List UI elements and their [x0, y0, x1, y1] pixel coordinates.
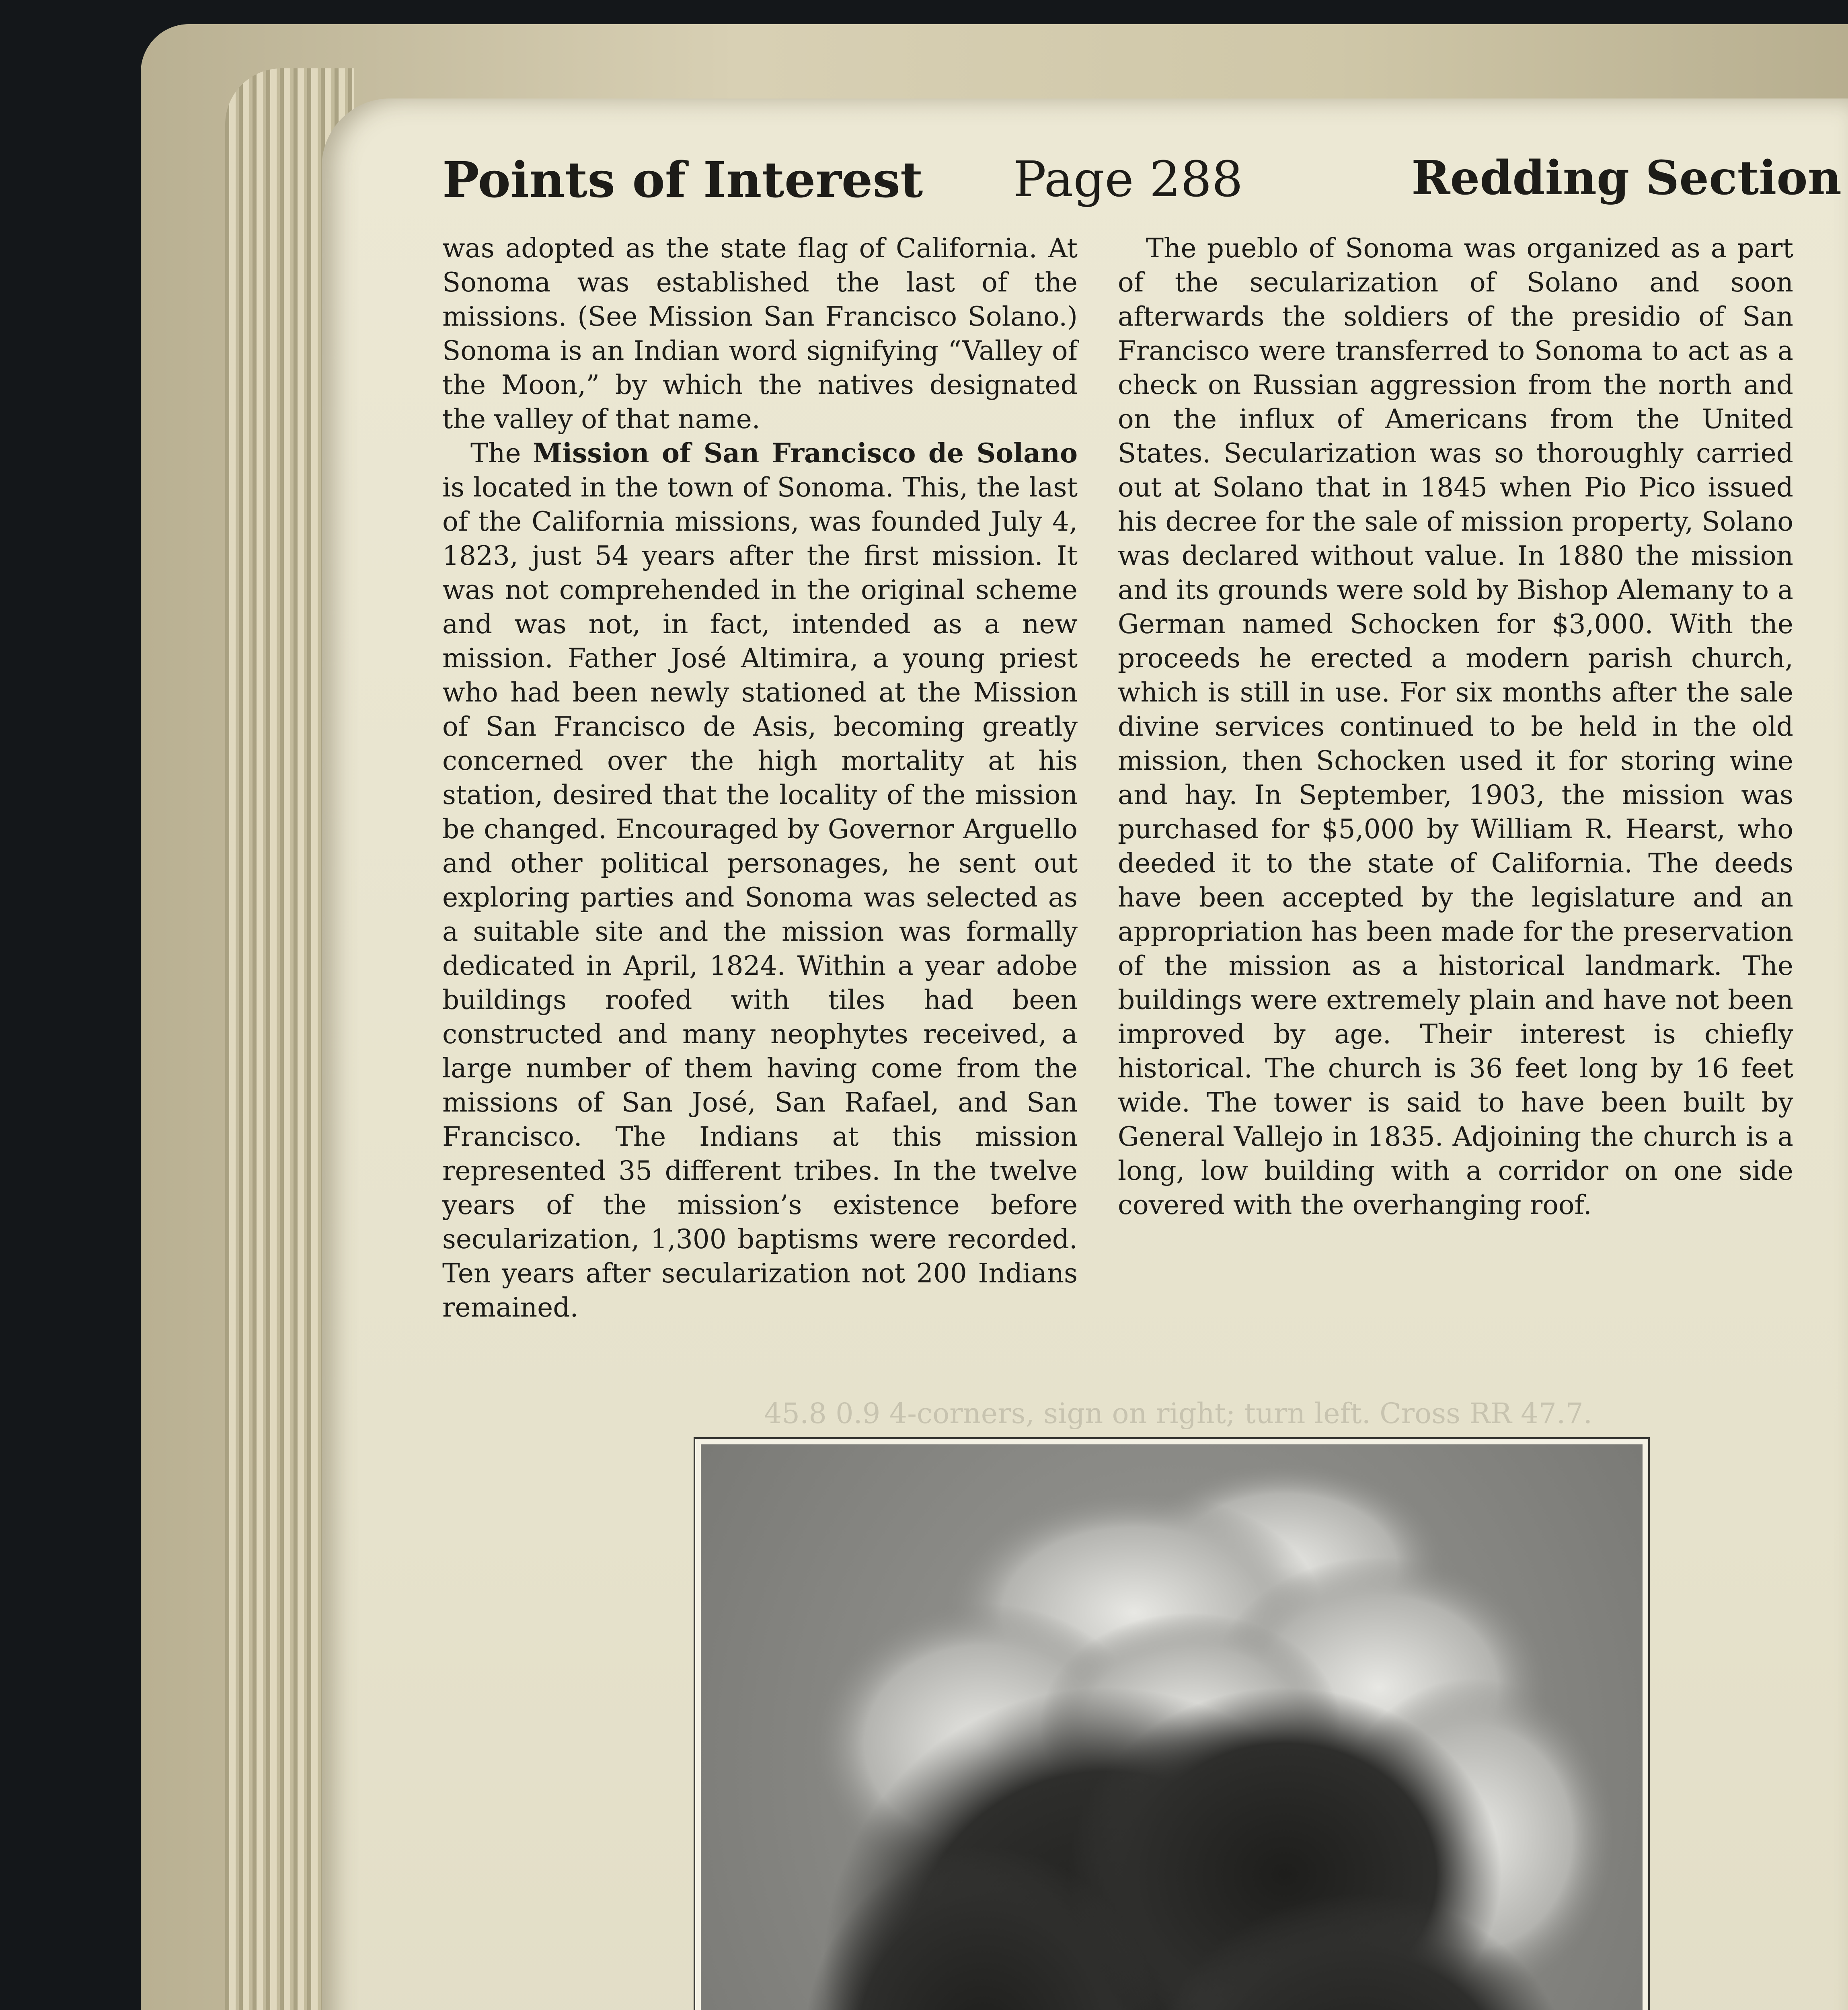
eruption-photo	[701, 1444, 1643, 2010]
section-name: Redding Section	[1411, 151, 1842, 205]
mission-name: Mission of San Francisco de Solano	[533, 437, 1078, 469]
left-column	[442, 231, 1078, 1325]
page-header	[442, 151, 1842, 223]
section-title: Points of Interest	[442, 151, 923, 209]
photo-frame	[694, 1437, 1650, 2010]
paragraph: The Mission of San Francisco de Solano is located in the town of Sonoma. This, the last of the California missions, was founded July 4, 1823, just 54 years after the first mission. It was not comprehended in the original scheme and was not, in fact, intended as a new mission. Father José Altimira, a young priest who had been newly stationed at the Mission of San Francisco de Asis, becoming greatly concerned over the high mortality at his station, desired that the locality of the mission be changed. Encouraged by Governor Arguello and other political personages, he sent out exploring parties and Sonoma was selected as a suitable site and the mission was formally dedicated in April, 1824. Within a year adobe buildings roofed with tiles had been constructed and many neophytes received, a large number of them having come from the missions of San José, San Rafael, and San Francisco. The Indians at this mission represented 35 different tribes. In the twelve years of the mission’s existence before secularization, 1,300 baptisms were recorded. Ten years after secularization not 200 Indians remained.	[442, 437, 1078, 1323]
paragraph: The pueblo of Sonoma was organized as a part of the secularization of Solano and soon afterwards the soldiers of the presidio of San Francisco were transferred to Sonoma to act as a check on Russian aggression from the north and on the influx of Americans from the United States. Secularization was so thoroughly carried out at Solano that in 1845 when Pio Pico issued his decree for the sale of mission property, Solano was declared without value. In 1880 the mission and its grounds were sold by Bishop Alemany to a German named Schocken for $3,000. With the proceeds he erected a modern parish church, which is still in use. For six months after the sale divine services continued to be held in the old mission, then Schocken used it for storing wine and hay. In September, 1903, the mission was purchased for $5,000 by William R. Hearst, who deeded it to the state of California. The deeds have been accepted by the legislature and an appropriation has been made for the preservation of the mission as a historical landmark. The buildings were extremely plain and have not been improved by age. Their interest is chiefly historical. The church is 36 feet long by 16 feet wide. The tower is said to have been built by General Vallejo in 1835. Adjoining the church is a long, low building with a corridor on one side covered with the overhanging roof.	[1118, 233, 1793, 1220]
paragraph: was adopted as the state flag of California. At Sonoma was established the last of the missions. (See Mission San Francisco Solano.) Sonoma is an Indian word signifying “Valley of the Moon,” by which the natives designated the valley of that name.	[442, 233, 1078, 435]
page-number: Page 288	[1013, 151, 1243, 208]
book-page	[322, 98, 1848, 2010]
bleed-through-text: 45.8 0.9 4-corners, sign on right; turn left. Cross RR 47.7.	[764, 1397, 1593, 1429]
right-column	[1118, 231, 1793, 1222]
